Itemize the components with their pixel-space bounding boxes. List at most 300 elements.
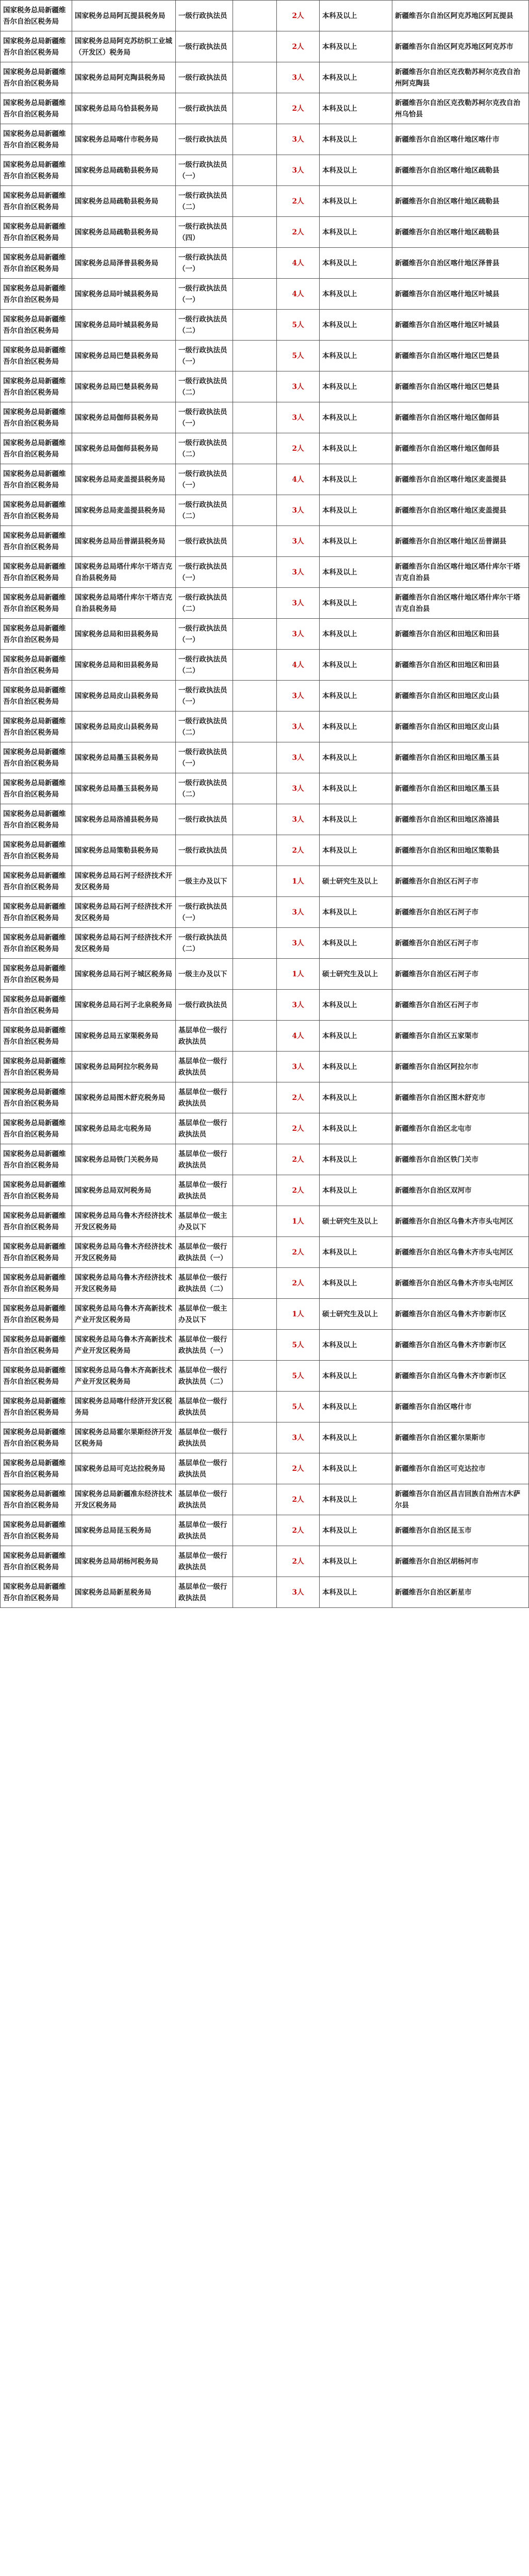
position-cell: 一级行政执法员（一） [176,279,233,310]
position-cell: 基层单位一级行政执法员 [176,1113,233,1144]
code-cell [233,897,277,928]
unit-cell: 国家税务总局新疆维吾尔自治区税务局 [1,681,72,711]
education-cell: 本科及以上 [320,1144,392,1175]
department-cell: 国家税务总局伽师县税务局 [72,402,176,433]
table-row [1,1484,529,1515]
unit-cell: 国家税务总局新疆维吾尔自治区税务局 [1,990,72,1021]
education-cell: 本科及以上 [320,742,392,773]
education-cell: 本科及以上 [320,464,392,495]
count-cell: 2人 [277,217,320,248]
code-cell [233,1021,277,1052]
department-cell: 国家税务总局胡杨河税务局 [72,1546,176,1577]
unit-cell: 国家税务总局新疆维吾尔自治区税务局 [1,1515,72,1546]
code-cell [233,1484,277,1515]
code-cell [233,433,277,464]
count-cell: 4人 [277,464,320,495]
education-cell: 本科及以上 [320,1577,392,1608]
education-cell: 本科及以上 [320,1330,392,1361]
location-cell: 新疆维吾尔自治区昆玉市 [392,1515,529,1546]
education-cell: 本科及以上 [320,897,392,928]
code-cell [233,310,277,341]
unit-cell: 国家税务总局新疆维吾尔自治区税务局 [1,866,72,897]
code-cell [233,990,277,1021]
location-cell: 新疆维吾尔自治区和田地区墨玉县 [392,742,529,773]
table-row [1,897,529,928]
code-cell [233,804,277,835]
education-cell: 本科及以上 [320,1,392,31]
location-cell: 新疆维吾尔自治区阿克苏地区阿克苏市 [392,31,529,62]
code-cell [233,217,277,248]
location-cell: 新疆维吾尔自治区乌鲁木齐市新市区 [392,1361,529,1392]
location-cell: 新疆维吾尔自治区和田地区皮山县 [392,681,529,711]
unit-cell: 国家税务总局新疆维吾尔自治区税务局 [1,1144,72,1175]
table-row [1,1082,529,1113]
position-cell: 基层单位一级主办及以下 [176,1299,233,1330]
education-cell: 硕士研究生及以上 [320,866,392,897]
code-cell [233,248,277,279]
code-cell [233,1237,277,1268]
position-cell: 基层单位一级行政执法员 [176,1082,233,1113]
location-cell: 新疆维吾尔自治区乌鲁木齐市新市区 [392,1299,529,1330]
department-cell: 国家税务总局叶城县税务局 [72,310,176,341]
position-cell: 一级行政执法员（一） [176,155,233,186]
unit-cell: 国家税务总局新疆维吾尔自治区税务局 [1,650,72,681]
code-cell [233,742,277,773]
count-cell: 3人 [277,155,320,186]
table-row [1,1113,529,1144]
unit-cell: 国家税务总局新疆维吾尔自治区税务局 [1,804,72,835]
code-cell [233,1361,277,1392]
education-cell: 本科及以上 [320,1515,392,1546]
table-row [1,804,529,835]
department-cell: 国家税务总局阿拉尔税务局 [72,1052,176,1082]
education-cell: 本科及以上 [320,186,392,217]
count-cell: 3人 [277,557,320,588]
department-cell: 国家税务总局和田县税务局 [72,619,176,650]
count-cell: 3人 [277,495,320,526]
table-row [1,464,529,495]
count-cell: 3人 [277,402,320,433]
unit-cell: 国家税务总局新疆维吾尔自治区税务局 [1,310,72,341]
location-cell: 新疆维吾尔自治区五家渠市 [392,1021,529,1052]
unit-cell: 国家税务总局新疆维吾尔自治区税务局 [1,495,72,526]
unit-cell: 国家税务总局新疆维吾尔自治区税务局 [1,248,72,279]
count-cell: 2人 [277,1082,320,1113]
location-cell: 新疆维吾尔自治区乌鲁木齐市新市区 [392,1330,529,1361]
code-cell [233,1330,277,1361]
position-cell: 一级行政执法员 [176,835,233,866]
department-cell: 国家税务总局乌鲁木齐经济技术开发区税务局 [72,1268,176,1299]
location-cell: 新疆维吾尔自治区喀什地区喀什市 [392,124,529,155]
department-cell: 国家税务总局昆玉税务局 [72,1515,176,1546]
position-cell: 一级行政执法员（一） [176,248,233,279]
department-cell: 国家税务总局巴楚县税务局 [72,341,176,371]
count-cell: 3人 [277,1052,320,1082]
code-cell [233,1546,277,1577]
count-cell: 3人 [277,619,320,650]
unit-cell: 国家税务总局新疆维吾尔自治区税务局 [1,742,72,773]
position-cell: 一级行政执法员（二） [176,495,233,526]
education-cell: 本科及以上 [320,804,392,835]
department-cell: 国家税务总局策勒县税务局 [72,835,176,866]
table-row [1,866,529,897]
unit-cell: 国家税务总局新疆维吾尔自治区税务局 [1,1021,72,1052]
education-cell: 本科及以上 [320,619,392,650]
table-row [1,1453,529,1484]
code-cell [233,62,277,93]
table-row [1,835,529,866]
unit-cell: 国家税务总局新疆维吾尔自治区税务局 [1,217,72,248]
code-cell [233,495,277,526]
position-cell: 一级行政执法员 [176,990,233,1021]
table-row [1,31,529,62]
department-cell: 国家税务总局双河税务局 [72,1175,176,1206]
table-row [1,928,529,959]
table-row [1,1021,529,1052]
code-cell [233,959,277,990]
table-row [1,124,529,155]
location-cell: 新疆维吾尔自治区阿克苏地区阿瓦提县 [392,1,529,31]
table-row [1,310,529,341]
education-cell: 硕士研究生及以上 [320,959,392,990]
table-row [1,650,529,681]
education-cell: 本科及以上 [320,93,392,124]
department-cell: 国家税务总局墨玉县税务局 [72,742,176,773]
code-cell [233,1113,277,1144]
education-cell: 本科及以上 [320,155,392,186]
unit-cell: 国家税务总局新疆维吾尔自治区税务局 [1,1546,72,1577]
table-row [1,1175,529,1206]
position-cell: 一级行政执法员 [176,804,233,835]
count-cell: 4人 [277,279,320,310]
code-cell [233,93,277,124]
department-cell: 国家税务总局疏勒县税务局 [72,217,176,248]
position-cell: 基层单位一级行政执法员 [176,1484,233,1515]
position-cell: 基层单位一级行政执法员（二） [176,1361,233,1392]
education-cell: 本科及以上 [320,835,392,866]
location-cell: 新疆维吾尔自治区喀什市 [392,1392,529,1422]
unit-cell: 国家税务总局新疆维吾尔自治区税务局 [1,619,72,650]
count-cell: 2人 [277,31,320,62]
education-cell: 本科及以上 [320,711,392,742]
code-cell [233,928,277,959]
education-cell: 本科及以上 [320,773,392,804]
table-row [1,155,529,186]
education-cell: 本科及以上 [320,433,392,464]
code-cell [233,1175,277,1206]
location-cell: 新疆维吾尔自治区和田地区和田县 [392,619,529,650]
education-cell: 本科及以上 [320,1175,392,1206]
unit-cell: 国家税务总局新疆维吾尔自治区税务局 [1,402,72,433]
department-cell: 国家税务总局喀什经济开发区税务局 [72,1392,176,1422]
unit-cell: 国家税务总局新疆维吾尔自治区税务局 [1,928,72,959]
table-row [1,526,529,557]
position-cell: 一级行政执法员 [176,31,233,62]
count-cell: 2人 [277,835,320,866]
table-row [1,433,529,464]
education-cell: 本科及以上 [320,1361,392,1392]
count-cell: 5人 [277,1330,320,1361]
department-cell: 国家税务总局石河子经济技术开发区税务局 [72,897,176,928]
department-cell: 国家税务总局乌鲁木齐经济技术开发区税务局 [72,1206,176,1237]
position-cell: 一级行政执法员（二） [176,650,233,681]
count-cell: 2人 [277,1,320,31]
unit-cell: 国家税务总局新疆维吾尔自治区税务局 [1,1113,72,1144]
table-row [1,773,529,804]
code-cell [233,773,277,804]
unit-cell: 国家税务总局新疆维吾尔自治区税务局 [1,1082,72,1113]
department-cell: 国家税务总局洛浦县税务局 [72,804,176,835]
table-row [1,1422,529,1453]
position-cell: 基层单位一级行政执法员 [176,1422,233,1453]
position-cell: 一级行政执法员（二） [176,433,233,464]
position-cell: 一级行政执法员 [176,1,233,31]
location-cell: 新疆维吾尔自治区和田地区策勒县 [392,835,529,866]
location-cell: 新疆维吾尔自治区昌吉回族自治州吉木萨尔县 [392,1484,529,1515]
department-cell: 国家税务总局皮山县税务局 [72,711,176,742]
education-cell: 本科及以上 [320,1113,392,1144]
count-cell: 2人 [277,1237,320,1268]
code-cell [233,681,277,711]
department-cell: 国家税务总局石河子北泉税务局 [72,990,176,1021]
code-cell [233,1422,277,1453]
count-cell: 3人 [277,62,320,93]
code-cell [233,1206,277,1237]
table-row [1,588,529,619]
table-row [1,402,529,433]
department-cell: 国家税务总局阿克苏纺织工业城（开发区）税务局 [72,31,176,62]
location-cell: 新疆维吾尔自治区石河子市 [392,990,529,1021]
location-cell: 新疆维吾尔自治区图木舒克市 [392,1082,529,1113]
count-cell: 3人 [277,526,320,557]
unit-cell: 国家税务总局新疆维吾尔自治区税务局 [1,31,72,62]
department-cell: 国家税务总局疏勒县税务局 [72,186,176,217]
count-cell: 3人 [277,711,320,742]
count-cell: 1人 [277,866,320,897]
unit-cell: 国家税务总局新疆维吾尔自治区税务局 [1,1392,72,1422]
code-cell [233,186,277,217]
code-cell [233,835,277,866]
unit-cell: 国家税务总局新疆维吾尔自治区税务局 [1,371,72,402]
table-row [1,248,529,279]
count-cell: 3人 [277,1422,320,1453]
position-cell: 一级行政执法员 [176,526,233,557]
table-row [1,619,529,650]
code-cell [233,1,277,31]
code-cell [233,557,277,588]
position-cell: 一级行政执法员 [176,93,233,124]
table-row [1,186,529,217]
location-cell: 新疆维吾尔自治区喀什地区叶城县 [392,310,529,341]
position-cell: 一级行政执法员 [176,62,233,93]
department-cell: 国家税务总局乌鲁木齐高新技术产业开发区税务局 [72,1330,176,1361]
department-cell: 国家税务总局石河子经济技术开发区税务局 [72,928,176,959]
count-cell: 3人 [277,990,320,1021]
education-cell: 本科及以上 [320,1052,392,1082]
location-cell: 新疆维吾尔自治区喀什地区叶城县 [392,279,529,310]
education-cell: 本科及以上 [320,557,392,588]
count-cell: 4人 [277,248,320,279]
department-cell: 国家税务总局石河子城区税务局 [72,959,176,990]
education-cell: 本科及以上 [320,341,392,371]
code-cell [233,1515,277,1546]
count-cell: 3人 [277,1577,320,1608]
education-cell: 本科及以上 [320,1082,392,1113]
location-cell: 新疆维吾尔自治区可克达拉市 [392,1453,529,1484]
position-cell: 一级行政执法员（二） [176,588,233,619]
code-cell [233,619,277,650]
education-cell: 硕士研究生及以上 [320,1299,392,1330]
location-cell: 新疆维吾尔自治区新星市 [392,1577,529,1608]
unit-cell: 国家税务总局新疆维吾尔自治区税务局 [1,1052,72,1082]
count-cell: 1人 [277,959,320,990]
department-cell: 国家税务总局疏勒县税务局 [72,155,176,186]
unit-cell: 国家税务总局新疆维吾尔自治区税务局 [1,1,72,31]
table-row [1,557,529,588]
department-cell: 国家税务总局巴楚县税务局 [72,371,176,402]
department-cell: 国家税务总局乌鲁木齐高新技术产业开发区税务局 [72,1361,176,1392]
unit-cell: 国家税务总局新疆维吾尔自治区税务局 [1,1484,72,1515]
education-cell: 本科及以上 [320,1392,392,1422]
unit-cell: 国家税务总局新疆维吾尔自治区税务局 [1,93,72,124]
count-cell: 2人 [277,1484,320,1515]
count-cell: 1人 [277,1206,320,1237]
education-cell: 本科及以上 [320,124,392,155]
education-cell: 本科及以上 [320,1484,392,1515]
code-cell [233,1052,277,1082]
unit-cell: 国家税务总局新疆维吾尔自治区税务局 [1,1268,72,1299]
department-cell: 国家税务总局皮山县税务局 [72,681,176,711]
position-cell: 基层单位一级行政执法员 [176,1546,233,1577]
count-cell: 3人 [277,124,320,155]
education-cell: 本科及以上 [320,928,392,959]
unit-cell: 国家税务总局新疆维吾尔自治区税务局 [1,711,72,742]
count-cell: 2人 [277,433,320,464]
position-cell: 基层单位一级行政执法员 [176,1577,233,1608]
location-cell: 新疆维吾尔自治区克孜勒苏柯尔克孜自治州阿克陶县 [392,62,529,93]
count-cell: 2人 [277,1268,320,1299]
location-cell: 新疆维吾尔自治区石河子市 [392,897,529,928]
table-row [1,495,529,526]
location-cell: 新疆维吾尔自治区胡杨河市 [392,1546,529,1577]
code-cell [233,1577,277,1608]
position-cell: 一级行政执法员（一） [176,681,233,711]
department-cell: 国家税务总局叶城县税务局 [72,279,176,310]
education-cell: 本科及以上 [320,1422,392,1453]
table-row [1,1206,529,1237]
location-cell: 新疆维吾尔自治区喀什地区泽普县 [392,248,529,279]
position-cell: 一级行政执法员（二） [176,773,233,804]
unit-cell: 国家税务总局新疆维吾尔自治区税务局 [1,526,72,557]
count-cell: 5人 [277,1392,320,1422]
location-cell: 新疆维吾尔自治区乌鲁木齐市头屯河区 [392,1206,529,1237]
education-cell: 本科及以上 [320,310,392,341]
table-row [1,1392,529,1422]
department-cell: 国家税务总局伽师县税务局 [72,433,176,464]
location-cell: 新疆维吾尔自治区北屯市 [392,1113,529,1144]
location-cell: 新疆维吾尔自治区石河子市 [392,866,529,897]
location-cell: 新疆维吾尔自治区乌鲁木齐市头屯河区 [392,1268,529,1299]
count-cell: 2人 [277,186,320,217]
department-cell: 国家税务总局新星税务局 [72,1577,176,1608]
count-cell: 4人 [277,1021,320,1052]
location-cell: 新疆维吾尔自治区铁门关市 [392,1144,529,1175]
department-cell: 国家税务总局阿瓦提县税务局 [72,1,176,31]
department-cell: 国家税务总局岳普湖县税务局 [72,526,176,557]
unit-cell: 国家税务总局新疆维吾尔自治区税务局 [1,1577,72,1608]
code-cell [233,866,277,897]
table-row [1,1,529,31]
table-row [1,742,529,773]
location-cell: 新疆维吾尔自治区乌鲁木齐市头屯河区 [392,1237,529,1268]
position-cell: 一级行政执法员（一） [176,897,233,928]
count-cell: 2人 [277,1453,320,1484]
location-cell: 新疆维吾尔自治区喀什地区疏勒县 [392,155,529,186]
code-cell [233,464,277,495]
count-cell: 2人 [277,93,320,124]
education-cell: 本科及以上 [320,248,392,279]
position-cell: 基层单位一级行政执法员 [176,1392,233,1422]
education-cell: 硕士研究生及以上 [320,1206,392,1237]
location-cell: 新疆维吾尔自治区喀什地区伽师县 [392,433,529,464]
location-cell: 新疆维吾尔自治区喀什地区麦盖提县 [392,495,529,526]
position-cell: 基层单位一级主办及以下 [176,1206,233,1237]
education-cell: 本科及以上 [320,279,392,310]
position-cell: 一级主办及以下 [176,959,233,990]
position-cell: 一级行政执法员（二） [176,711,233,742]
table-row [1,1546,529,1577]
code-cell [233,124,277,155]
count-cell: 2人 [277,1144,320,1175]
unit-cell: 国家税务总局新疆维吾尔自治区税务局 [1,279,72,310]
table-row [1,1515,529,1546]
department-cell: 国家税务总局和田县税务局 [72,650,176,681]
count-cell: 5人 [277,310,320,341]
department-cell: 国家税务总局墨玉县税务局 [72,773,176,804]
position-cell: 基层单位一级行政执法员 [176,1144,233,1175]
department-cell: 国家税务总局乌鲁木齐经济技术开发区税务局 [72,1237,176,1268]
education-cell: 本科及以上 [320,526,392,557]
table-row [1,990,529,1021]
unit-cell: 国家税务总局新疆维吾尔自治区税务局 [1,1237,72,1268]
position-cell: 一级行政执法员（一） [176,742,233,773]
education-cell: 本科及以上 [320,1237,392,1268]
unit-cell: 国家税务总局新疆维吾尔自治区税务局 [1,773,72,804]
education-cell: 本科及以上 [320,31,392,62]
position-cell: 基层单位一级行政执法员 [176,1052,233,1082]
table-row [1,93,529,124]
department-cell: 国家税务总局霍尔果斯经济开发区税务局 [72,1422,176,1453]
table-row [1,959,529,990]
position-cell: 一级行政执法员（一） [176,464,233,495]
count-cell: 3人 [277,928,320,959]
position-cell: 基层单位一级行政执法员（一） [176,1237,233,1268]
table-row [1,1144,529,1175]
location-cell: 新疆维吾尔自治区喀什地区塔什库尔干塔吉克自治县 [392,557,529,588]
position-cell: 一级行政执法员（二） [176,371,233,402]
department-cell: 国家税务总局麦盖提县税务局 [72,495,176,526]
count-cell: 3人 [277,681,320,711]
unit-cell: 国家税务总局新疆维吾尔自治区税务局 [1,1299,72,1330]
education-cell: 本科及以上 [320,217,392,248]
code-cell [233,31,277,62]
unit-cell: 国家税务总局新疆维吾尔自治区税务局 [1,155,72,186]
table-row [1,681,529,711]
unit-cell: 国家税务总局新疆维吾尔自治区税务局 [1,1330,72,1361]
position-cell: 基层单位一级行政执法员（一） [176,1330,233,1361]
table-row [1,1052,529,1082]
code-cell [233,1453,277,1484]
